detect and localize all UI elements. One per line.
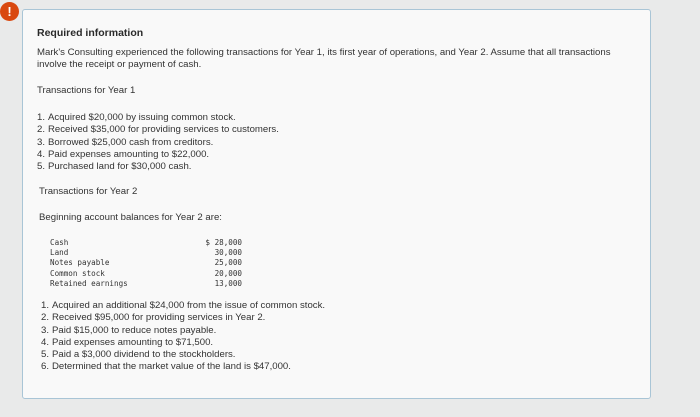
year2-label: Transactions for Year 2 xyxy=(39,186,138,197)
account-name: Land xyxy=(50,248,69,258)
list-item: 3. Paid $15,000 to reduce notes payable. xyxy=(41,324,217,336)
list-item: 2. Received $35,000 for providing services to customers. xyxy=(37,124,279,136)
account-name: Cash xyxy=(50,238,69,247)
list-item: 1. Acquired $20,000 by issuing common stock. xyxy=(37,112,236,123)
table-row xyxy=(50,238,242,248)
list-item: 3. Borrowed $25,000 cash from creditors. xyxy=(37,136,214,148)
required-information-card xyxy=(22,9,651,399)
year1-label: Transactions for Year 1 xyxy=(37,85,136,96)
table-row xyxy=(50,279,242,289)
list-item: 4. Paid expenses amounting to $71,500. xyxy=(41,336,214,348)
year1-transactions-list xyxy=(37,112,279,173)
card-heading: Required information xyxy=(37,27,144,39)
list-item: 6. Determined that the market value of the land is $47,000. xyxy=(41,361,291,373)
account-amount: 25,000 xyxy=(214,258,242,268)
list-item: 5. Purchased land for $30,000 cash. xyxy=(37,161,192,173)
table-row xyxy=(50,248,242,258)
account-name: Common stock xyxy=(50,268,105,278)
account-amount: $ 28,000 xyxy=(205,238,242,247)
alert-icon: ! xyxy=(0,2,19,21)
list-item: 4. Paid expenses amounting to $22,000. xyxy=(37,148,210,160)
list-item: 2. Received $95,000 for providing services in Year 2. xyxy=(41,312,266,324)
account-amount: 13,000 xyxy=(214,278,242,288)
table-row xyxy=(50,258,242,268)
table-row xyxy=(50,269,242,279)
account-amount: 30,000 xyxy=(214,248,242,258)
account-name: Notes payable xyxy=(50,258,110,268)
list-item: 1. Acquired an additional $24,000 from the issue of common stock. xyxy=(41,300,326,311)
year2-transactions-list xyxy=(41,300,325,374)
beginning-balances-table xyxy=(50,238,242,289)
beginning-balances-label: Beginning account balances for Year 2 are: xyxy=(39,212,222,223)
account-name: Retained earnings xyxy=(50,278,128,288)
account-amount: 20,000 xyxy=(214,268,242,278)
intro-paragraph: Mark's Consulting experienced the following transactions for Year 1, its first year of operations, and Year 2. Assume that all transactions involve the receipt or payment of cash. xyxy=(37,47,611,70)
list-item: 5. Paid a $3,000 dividend to the stockholders. xyxy=(41,349,236,361)
